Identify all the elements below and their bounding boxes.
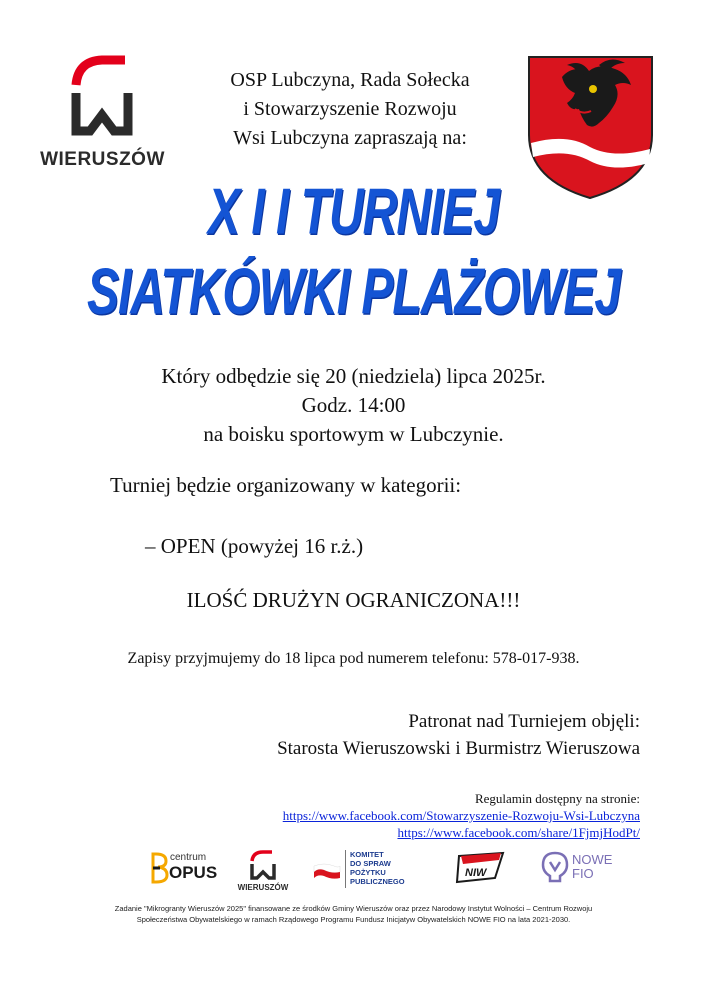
regulations-link-1[interactable]: https://www.facebook.com/Stowarzyszenie-Rozwoju-Wsi-Lubczyna [282,808,640,823]
fio-line-1: NOWE [572,852,613,867]
signup-info: Zapisy przyjmujemy do 18 lipca pod numerem telefonu: 578-017-938. [127,650,580,667]
patronage [200,708,640,762]
polish-flag-icon [312,862,342,882]
regulations [200,790,640,841]
intro-line-3: Wsi Lubczyna zapraszają na: [233,127,467,149]
fio-text [572,853,612,881]
kpp-line-1: KOMITET [350,850,384,859]
event-location: na boisku sportowym w Lubczynie. [203,422,504,446]
opus-icon [150,852,170,884]
wieruszow-logo-text: WIERUSZÓW [40,149,165,170]
wieruszow-small-icon [232,850,294,882]
patronage-line-2: Starosta Wieruszowski i Burmistrz Wieruszowa [277,738,640,759]
lightbulb-icon [540,850,570,886]
opus-small-text: centrum [170,852,207,863]
opus-big-text: OPUS [169,863,218,882]
category-option: – OPEN (powyżej 16 r.ż.) [145,534,364,558]
patronage-line-1: Patronat nad Turniejem objęli: [408,711,640,732]
funding-footer [60,903,647,925]
wieruszow-logo-icon [30,55,175,150]
event-details [0,362,707,449]
kpp-line-4: PUBLICZNEGO [350,877,405,886]
title-line-2: SIATKÓWKI PLAŻOWEJ [86,256,621,329]
wieruszow-small-text: WIERUSZÓW [237,883,289,892]
category-intro: Turniej będzie organizowany w kategorii: [110,473,462,497]
intro-line-2: i Stowarzyszenie Rozwoju [243,98,457,120]
kpp-logo [312,850,422,888]
event-date: Który odbędzie się 20 (niedziela) lipca 2025r. [161,364,546,388]
nowe-fio-logo [540,850,622,886]
kpp-text [350,850,405,886]
kpp-divider [345,850,346,888]
wieruszow-sponsor-logo [232,850,294,895]
intro-text [190,66,510,153]
event-time: Godz. 14:00 [301,393,406,417]
niw-logo [455,850,507,886]
limited-teams-notice: ILOŚĆ DRUŻYN OGRANICZONA!!! [186,588,521,612]
wieruszow-city-logo [30,55,175,175]
regulations-link-2[interactable]: https://www.facebook.com/share/1FjmjHodPt/ [397,825,640,840]
footer-line-2: Społeczeństwa Obywatelskiego w ramach Rządowego Programu Fundusz Inicjatyw Obywatelskich NOWE FIO na lata 2021-2030. [136,915,571,924]
centrum-opus-logo [150,850,216,886]
title-line-1: X I I TURNIEJ [207,176,500,249]
kpp-line-3: POŻYTKU [350,868,386,877]
fio-line-2: FIO [572,866,594,881]
niw-text: NIW [465,867,487,879]
kpp-line-2: DO SPRAW [350,859,391,868]
intro-line-1: OSP Lubczyna, Rada Sołecka [230,69,470,91]
footer-line-1: Zadanie "Mikrogranty Wieruszów 2025" finansowane ze środków Gminy Wieruszów oraz przez Narodowy Instytut Wolności – Centrum Rozwoju [114,904,593,913]
regulations-label: Regulamin dostępny na stronie: [474,791,640,806]
